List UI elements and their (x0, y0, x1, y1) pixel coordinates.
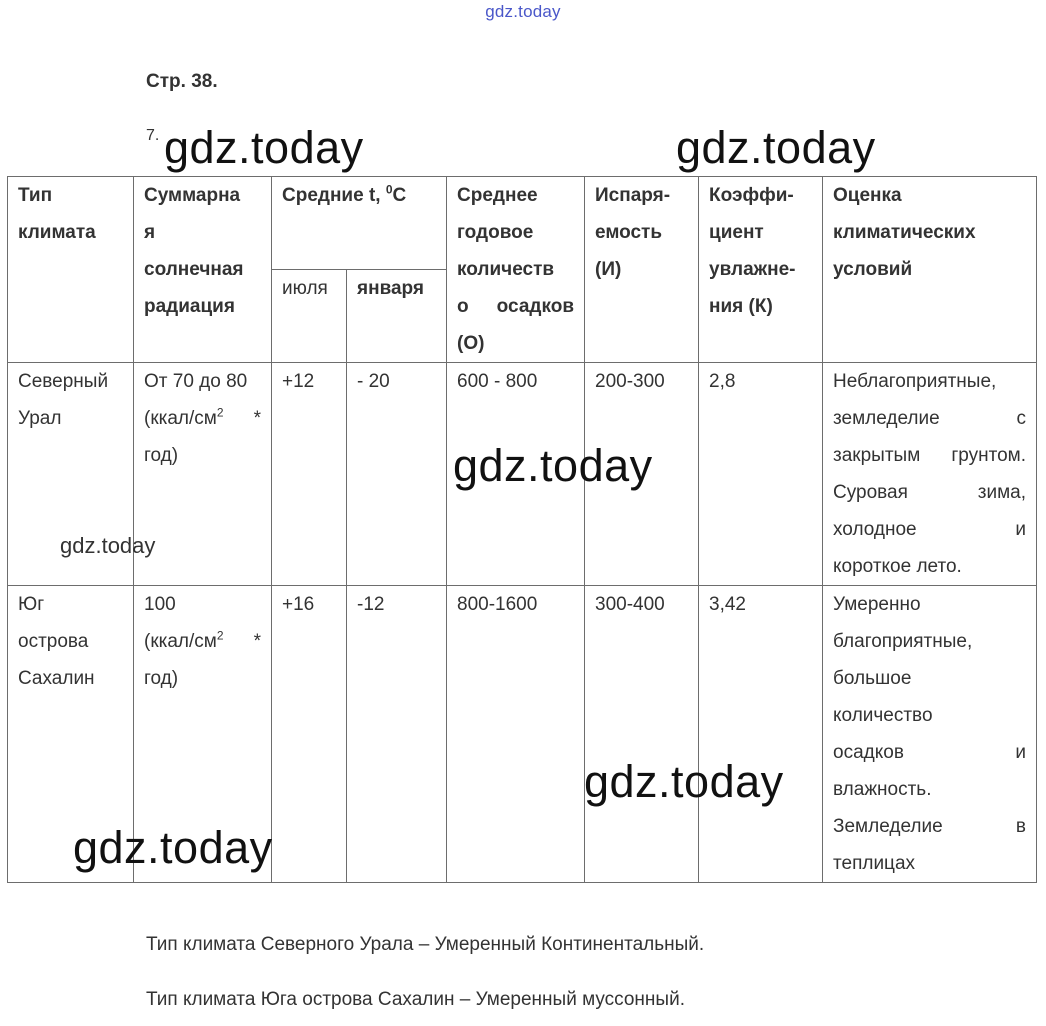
header-evaporation: Испаря- емость (И) (585, 177, 699, 363)
cell-january: - 20 (347, 363, 447, 586)
cell-assessment: Умеренно благоприятные, большое количество осадков и влажность. Земледелие в теплицах (823, 586, 1037, 883)
watermark: gdz.today (73, 822, 273, 873)
cell-assessment: Неблагоприятные, земледелие с закрытым грунтом. Суровая зима, холодное и короткое лето. (823, 363, 1037, 586)
watermark: gdz.today (60, 533, 156, 558)
cell-climate-type: Юг острова Сахалин (8, 586, 134, 883)
cell-january: -12 (347, 586, 447, 883)
task-number: 7. (146, 127, 160, 144)
cell-radiation: От 70 до 80 ($ккал/см^2$ * год) (134, 363, 272, 586)
cell-precipitation: 600 - 800 (447, 363, 585, 586)
cell-july: +16 (272, 586, 347, 883)
answer-sakhalin: Тип климата Юга острова Сахалин – Умеренный муссонный. (146, 989, 685, 1010)
watermark: gdz.today (584, 756, 784, 807)
answer-north-ural: Тип климата Северного Урала – Умеренный Континентальный. (146, 934, 705, 955)
cell-coefficient: 2,8 (699, 363, 823, 586)
watermark: gdz.today (164, 122, 364, 173)
header-average-temps: Средние t, $^0$С (272, 177, 447, 270)
header-climate-type: Тип климата (8, 177, 134, 363)
cell-climate-type: Северный Урал (8, 363, 134, 586)
header-humidity-coefficient: Коэффи- циент увлажне- ния (К) (699, 177, 823, 363)
cell-precipitation: 800-1600 (447, 586, 585, 883)
page-number: Стр. 38. (146, 71, 218, 92)
table-header-row (8, 177, 1037, 270)
header-july: июля (272, 270, 347, 363)
watermark-top: gdz.today (485, 2, 561, 21)
cell-july: +12 (272, 363, 347, 586)
header-january: января (347, 270, 447, 363)
cell-radiation: 100 ($ккал/см^2$ * год) (134, 586, 272, 883)
header-precipitation: Среднее годовое количеств о осадков (О) (447, 177, 585, 363)
climate-table (7, 176, 1037, 883)
cell-evaporation: 300-400 (585, 586, 699, 883)
header-radiation: Суммарна я солнечная радиация (134, 177, 272, 363)
cell-evaporation: 200-300 (585, 363, 699, 586)
cell-coefficient: 3,42 (699, 586, 823, 883)
watermark: gdz.today (453, 440, 653, 491)
header-assessment: Оценка климатических условий (823, 177, 1037, 363)
watermark: gdz.today (676, 122, 876, 173)
